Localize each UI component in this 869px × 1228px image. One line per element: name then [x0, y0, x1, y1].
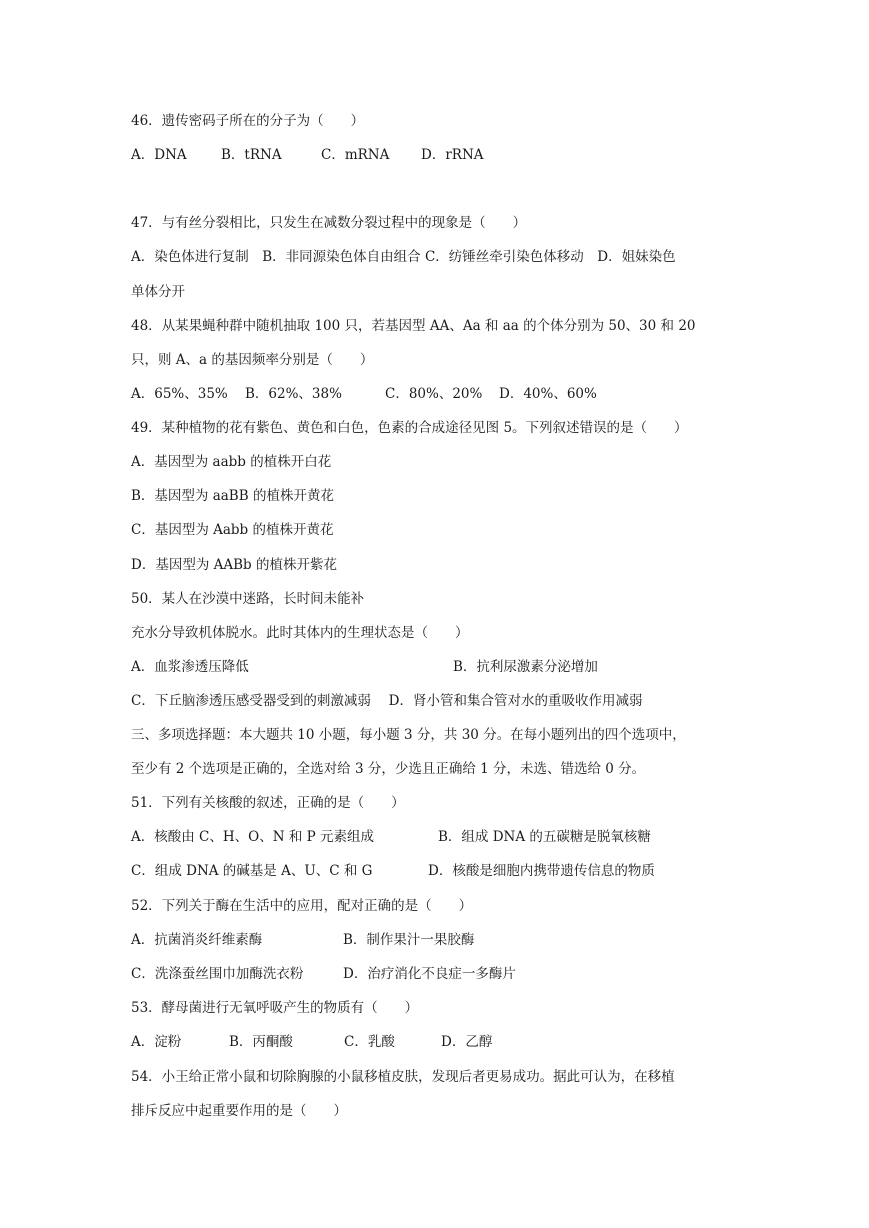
q52-stem: 52．下列关于酶在生活中的应用，配对正确的是（ ）	[131, 898, 473, 914]
q47-stem: 47．与有丝分裂相比，只发生在减数分裂过程中的现象是（ ）	[131, 215, 527, 231]
q46-option-a: A．DNA	[131, 147, 187, 163]
q51-options-ab	[131, 828, 651, 846]
q49-option-a: A．基因型为 aabb 的植株开白花	[131, 454, 332, 470]
q50-options-cd: C．下丘脑渗透压感受器受到的刺激减弱 D．肾小管和集合管对水的重吸收作用减弱	[131, 693, 643, 709]
q47-options-line1: A．染色体进行复制 B．非同源染色体自由组合 C．纺锤丝牵引染色体移动 D．姐妹染色	[131, 249, 676, 265]
q48-stem-line1: 48．从某果蝇种群中随机抽取 100 只，若基因型 AA、Aa 和 aa 的个体分别为 50、30 和 20	[131, 318, 696, 334]
q53-options	[131, 1033, 492, 1051]
q53-option-d: D．乙醇	[441, 1034, 493, 1050]
q48-option-d: D．40%、60%	[499, 386, 597, 402]
q48-stem-line2: 只，则 A、a 的基因频率分别是（ ）	[131, 352, 374, 368]
q54-stem-line2: 排斥反应中起重要作用的是（ ）	[131, 1103, 347, 1119]
q48-option-a: A．65%、35%	[131, 386, 228, 402]
q49-option-b: B．基因型为 aaBB 的植株开黄花	[131, 488, 334, 504]
q51-option-d: D．核酸是细胞内携带遗传信息的物质	[428, 863, 655, 879]
q51-option-a: A．核酸由 C、H、O、N 和 P 元素组成	[131, 829, 374, 845]
q50-option-a: A．血浆渗透压降低	[131, 659, 249, 675]
q51-stem: 51．下列有关核酸的叙述，正确的是（ ）	[131, 795, 405, 811]
q51-option-c: C．组成 DNA 的碱基是 A、U、C 和 G	[131, 863, 373, 879]
q52-option-b: B．制作果汁一果胶酶	[343, 932, 475, 948]
q52-options-ab	[131, 931, 474, 949]
q52-option-c: C．洗涤蚕丝围巾加酶洗衣粉	[131, 966, 304, 982]
q46-option-b: B．tRNA	[221, 147, 282, 163]
q52-option-d: D．治疗消化不良症一多酶片	[343, 966, 516, 982]
q53-stem: 53．酵母菌进行无氧呼吸产生的物质有（ ）	[131, 1000, 419, 1016]
q50-stem-line1: 50．某人在沙漠中迷路，长时间未能补	[131, 591, 365, 607]
q53-option-b: B．丙酮酸	[229, 1034, 293, 1050]
q48-options	[131, 385, 597, 403]
q46-option-d: D．rRNA	[421, 147, 484, 163]
section3-heading-line1: 三、多项选择题：本大题共 10 小题，每小题 3 分，共 30 分。在每小题列出的四个选项中，	[131, 727, 686, 743]
q46-options	[131, 146, 484, 164]
section3-heading-line2: 至少有 2 个选项是正确的，全选对给 3 分，少选且正确给 1 分，未选、错选给 0 分。	[131, 761, 646, 777]
q53-option-a: A．淀粉	[131, 1034, 182, 1050]
q54-stem-line1: 54．小王给正常小鼠和切除胸腺的小鼠移植皮肤，发现后者更易成功。据此可认为，在移植	[131, 1069, 675, 1085]
q51-option-b: B．组成 DNA 的五碳糖是脱氧核糖	[438, 829, 651, 845]
q48-option-c: C．80%、20%	[385, 386, 483, 402]
q53-option-c: C．乳酸	[344, 1034, 395, 1050]
q51-options-cd	[131, 862, 655, 880]
q49-option-c: C．基因型为 Aabb 的植株开黄花	[131, 522, 334, 538]
q49-option-d: D．基因型为 AABb 的植株开紫花	[131, 557, 337, 573]
q52-option-a: A．抗菌消炎纤维素酶	[131, 932, 263, 948]
q46-option-c: C．mRNA	[321, 147, 390, 163]
q50-options-ab	[131, 658, 598, 676]
q46-stem: 46．遗传密码子所在的分子为（ ）	[131, 113, 365, 129]
q47-options-line2: 单体分开	[131, 284, 185, 300]
q50-option-b: B．抗利尿激素分泌增加	[453, 659, 598, 675]
q52-options-cd	[131, 965, 516, 983]
q50-stem-line2: 充水分导致机体脱水。此时其体内的生理状态是（ ）	[131, 625, 469, 641]
q49-stem: 49．某种植物的花有紫色、黄色和白色，色素的合成途径见图 5。下列叙述错误的是（ ）	[131, 420, 688, 436]
q48-option-b: B．62%、38%	[245, 386, 342, 402]
